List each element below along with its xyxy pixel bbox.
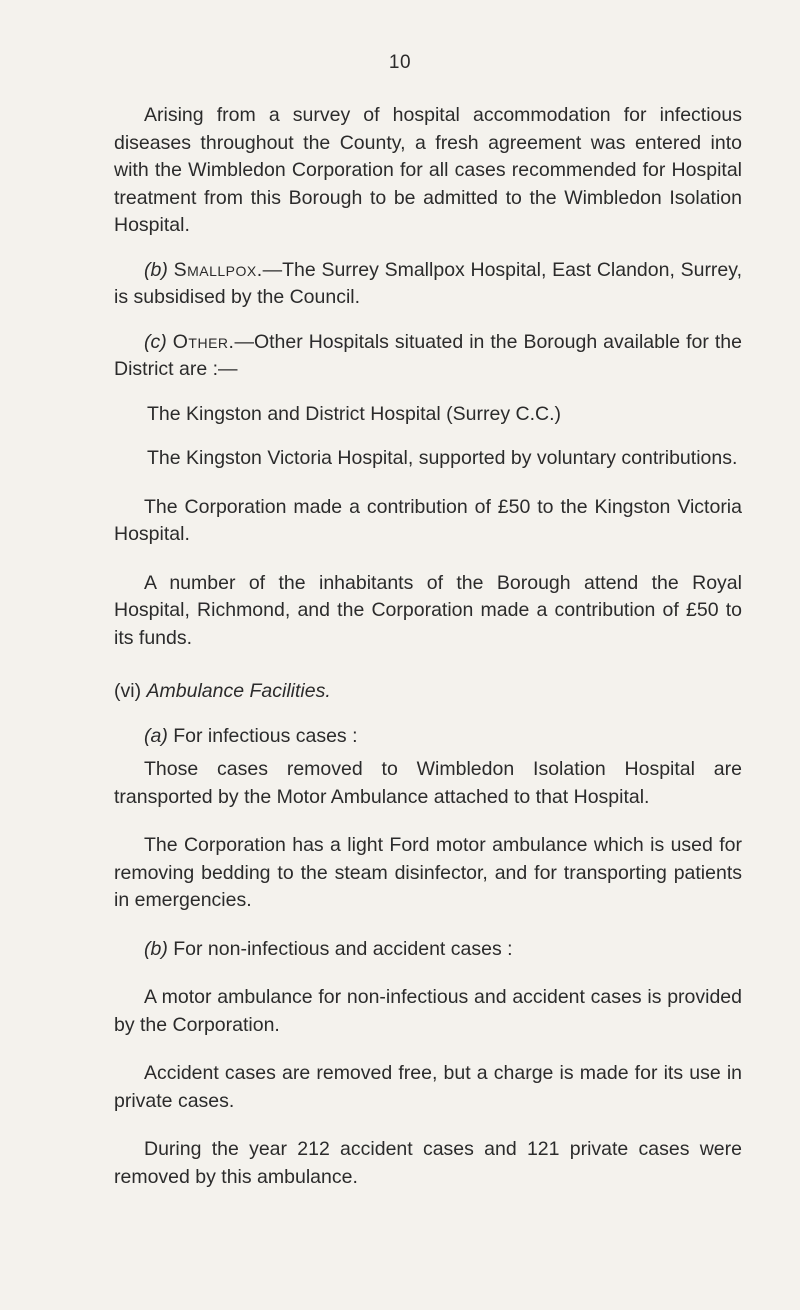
section-title: Ambulance Facilities. [146, 680, 331, 702]
noninfectious-paragraph: A motor ambulance for non-infectious and accident cases is provided by the Corporation. [114, 986, 742, 1036]
hospital-list-item: The Kingston and District Hospital (Surrey C.C.) [147, 402, 561, 425]
survey-paragraph: Arising from a survey of hospital accommodation for infectious diseases throughout the County, a fresh agreement was entered into with the Wimbledon Corporation for all cases recommended for Hospital treatment from this Borough to be admitted to the Wimbledon Isolation Hospital. [114, 104, 742, 236]
smallpox-heading: Smallpox. [173, 258, 263, 281]
smallpox-text: —The Surrey Smallpox Hospital, East Clandon, Surrey, is subsidised by the Council. [114, 258, 742, 308]
noninfectious-marker: (b) [144, 937, 168, 960]
infectious-heading: For infectious cases : [173, 724, 358, 747]
victoria-contribution-paragraph: The Corporation made a contribution of £50 to the Kingston Victoria Hospital. [114, 495, 742, 545]
ford-ambulance-paragraph: The Corporation has a light Ford motor ambulance which is used for removing bedding to the steam disinfector, and for transporting patients in emergencies. [114, 834, 742, 911]
other-heading: Other. [172, 330, 235, 353]
page-number: 10 [388, 52, 412, 73]
other-text: —Other Hospitals situated in the Borough available for the District are :— [114, 330, 742, 380]
smallpox-paragraph [114, 257, 742, 312]
page-body [114, 102, 742, 1191]
infectious-marker: (a) [144, 724, 168, 747]
accident-charges-paragraph: Accident cases are removed free, but a charge is made for its use in private cases. [114, 1062, 742, 1112]
royal-hospital-paragraph: A number of the inhabitants of the Borough attend the Royal Hospital, Richmond, and the Corporation made a contribution of £50 to its funds. [114, 571, 742, 649]
infectious-paragraph: Those cases removed to Wimbledon Isolation Hospital are transported by the Motor Ambulance attached to that Hospital. [114, 758, 742, 808]
noninfectious-subheading [114, 936, 742, 964]
infectious-subheading [114, 723, 742, 751]
other-marker: (c) [144, 330, 167, 353]
other-hospitals-paragraph [114, 329, 742, 384]
year-statistics-paragraph: During the year 212 accident cases and 121 private cases were removed by this ambulance. [114, 1138, 742, 1188]
section-heading [114, 678, 742, 706]
noninfectious-heading: For non-infectious and accident cases : [173, 937, 513, 960]
smallpox-marker: (b) [144, 258, 168, 281]
hospital-list-item: The Kingston Victoria Hospital, supported by voluntary contributions. [147, 447, 738, 469]
section-number: (vi) [114, 680, 142, 702]
